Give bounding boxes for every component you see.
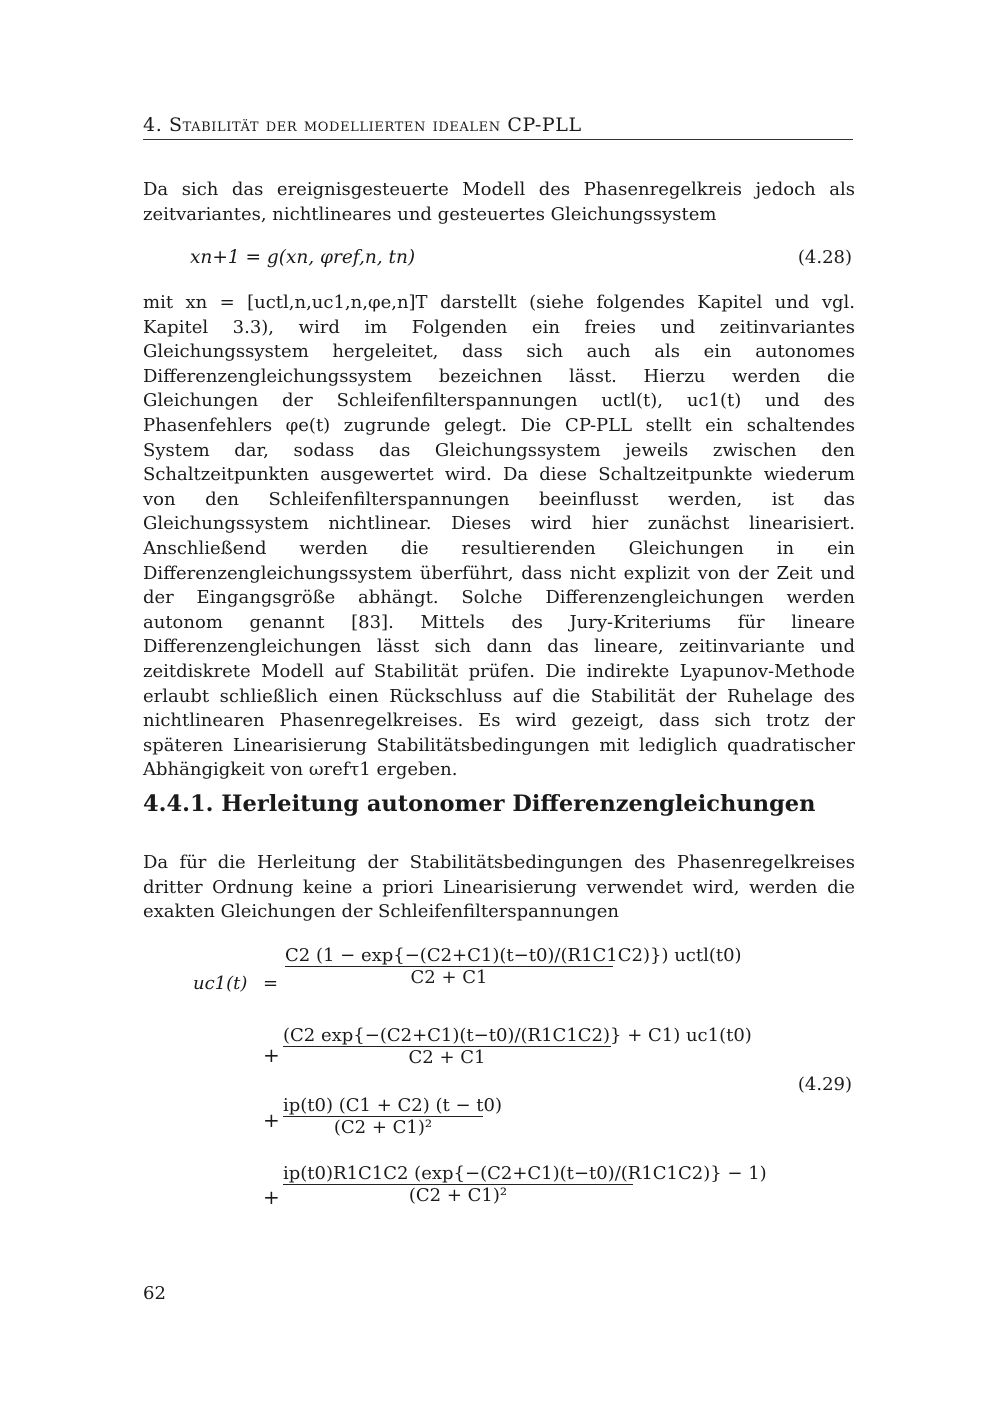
term-2-numerator: (C2 exp{−(C2+C1)(t−t0)/(R1C1C2)} + C1) uc1(t0) [283,1025,752,1046]
paragraph-main: mit xn = [uctl,n,uc1,n,φe,n]T darstellt (siehe folgendes Kapitel und vgl. Kapitel 3.3), wird im Folgenden ein freies und zeitinvariantes Gleichungssystem hergeleitet, dass sich auch als ein autonomes Differenzengleichungssystem bezeichnen lässt. Hierzu werden die Gleichungen der Schleifenfilterspannungen uctl(t), uc1(t) und des Phasenfehlers φe(t) zugrunde gelegt. Die CP-PLL stellt ein schaltendes System dar, sodass das Gleichungssystem jeweils zwischen den Schaltzeitpunkten ausgewertet wird. Da diese Schaltzeitpunkte wiederum von den Schleifenfilterspannungen beeinflusst werden, ist das Gleichungssystem nichtlinear. Dieses wird hier zunächst linearisiert. Anschließend werden die resultierenden Gleichungen in ein Differenzengleichungssystem überführt, dass nicht explizit von der Zeit und der Eingangsgröße abhängt. Solche Differenzengleichungen werden autonom genannt [83]. Mittels des Jury-Kriteriums für lineare Differenzengleichungen lässt sich dann das lineare, zeitinvariante und zeitdiskrete Modell auf Stabilität prüfen. Die indirekte Lyapunov-Methode erlaubt schließlich einen Rückschluss auf die Stabilität der Ruhelage des nichtlinearen Phasenregelkreises. Es wird gezeigt, dass sich trotz der späteren Linearisierung Stabilitätsbedingungen mit lediglich quadratischer Abhängigkeit von ωrefτ1 ergeben. [143,292,855,781]
term-1-numerator: C2 (1 − exp{−(C2+C1)(t−t0)/(R1C1C2)}) uctl(t0) [285,945,742,966]
plus-sign-1: + [263,1043,280,1067]
term-3-numerator: ip(t0) (C1 + C2) (t − t0) [283,1095,502,1116]
equation-term-2 [283,1025,752,1068]
plus-sign-2: + [263,1108,280,1132]
section-heading: 4.4.1. Herleitung autonomer Differenzengleichungen [143,791,816,817]
equation-lhs: uc1(t) [193,973,248,994]
equation-number-4-28: (4.28) [797,247,852,268]
equation-4-28: xn+1 = g(xn, φref,n, tn) [190,247,416,268]
equation-relation: = [263,973,279,994]
equation-term-3 [283,1095,502,1138]
term-1-denominator: C2 + C1 [410,967,488,988]
term-4-numerator: ip(t0)R1C1C2 (exp{−(C2+C1)(t−t0)/(R1C1C2)} − 1) [283,1163,767,1184]
equation-term-4 [283,1163,767,1206]
term-4-denominator: (C2 + C1)² [408,1185,508,1206]
running-head: 4. Stabilität der modellierten idealen CP-PLL [143,114,853,140]
equation-4-29 [193,943,767,1228]
paragraph-derivation: Da für die Herleitung der Stabilitätsbedingungen des Phasenregelkreises dritter Ordnung keine a priori Linearisierung verwendet wird, werden die exakten Gleichungen der Schleifenfilterspannungen [143,852,855,923]
term-2-denominator: C2 + C1 [408,1047,486,1068]
equation-number-4-29: (4.29) [797,1074,852,1095]
plus-sign-3: + [263,1185,280,1209]
term-3-denominator: (C2 + C1)² [333,1117,433,1138]
page-number: 62 [143,1283,166,1304]
paragraph-intro: Da sich das ereignisgesteuerte Modell des Phasenregelkreis jedoch als zeitvariantes, nichtlineares und gesteuertes Gleichungssystem [143,179,855,225]
equation-term-1 [285,945,742,988]
